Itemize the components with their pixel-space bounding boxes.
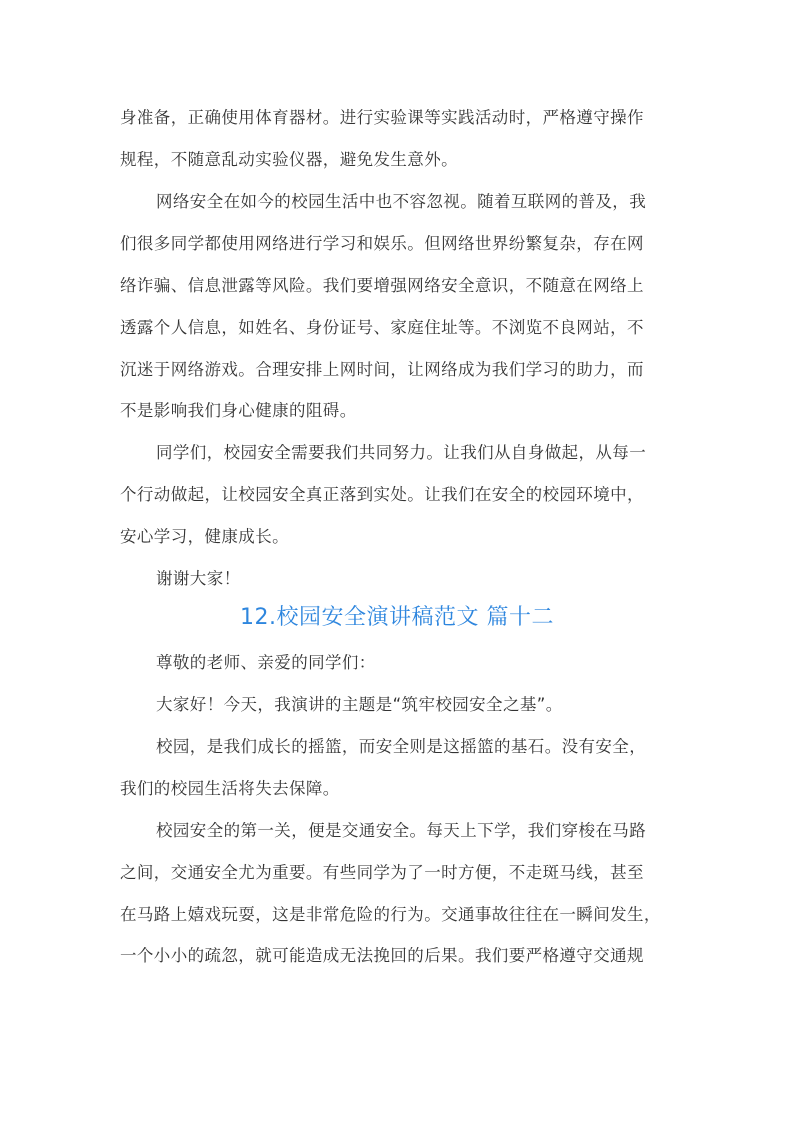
paragraph-line: 同学们，校园安全需要我们共同努力。让我们从自身做起，从每一 — [156, 443, 647, 462]
paragraph-line: 不是影响我们身心健康的阻碍。 — [120, 401, 357, 420]
paragraph-line: 之间，交通安全尤为重要。有些同学为了一时方便，不走斑马线，甚至 — [120, 863, 644, 882]
paragraph-line: 我们的校园生活将失去保障。 — [120, 779, 340, 798]
paragraph-line: 一个小小的疏忽，就可能造成无法挽回的后果。我们要严格遵守交通规 — [120, 946, 644, 965]
paragraph-line: 沉迷于网络游戏。合理安排上网时间，让网络成为我们学习的助力，而 — [120, 360, 644, 379]
paragraph-line: 大家好！今天，我演讲的主题是“筑牢校园安全之基”。 — [156, 695, 563, 714]
salutation-line: 尊敬的老师、亲爱的同学们： — [156, 653, 376, 672]
paragraph-line: 校园，是我们成长的摇篮，而安全则是这摇篮的基石。没有安全， — [156, 737, 647, 756]
paragraph-line: 透露个人信息，如姓名、身份证号、家庭住址等。不浏览不良网站，不 — [120, 318, 644, 337]
paragraph-line: 们很多同学都使用网络进行学习和娱乐。但网络世界纷繁复杂，存在网 — [120, 234, 644, 253]
paragraph-line: 规程，不随意乱动实验仪器，避免发生意外。 — [120, 150, 458, 169]
closing-line: 谢谢大家！ — [156, 569, 241, 588]
paragraph-line: 校园安全的第一关，便是交通安全。每天上下学，我们穿梭在马路 — [156, 821, 647, 840]
paragraph-line: 络诈骗、信息泄露等风险。我们要增强网络安全意识，不随意在网络上 — [120, 276, 644, 295]
paragraph-line: 网络安全在如今的校园生活中也不容忽视。随着互联网的普及，我 — [156, 192, 647, 211]
section-heading: 12.校园安全演讲稿范文 篇十二 — [240, 605, 554, 630]
paragraph-line: 个行动做起，让校园安全真正落到实处。让我们在安全的校园环境中， — [120, 485, 644, 504]
paragraph-line: 在马路上嬉戏玩耍，这是非常危险的行为。交通事故往往在一瞬间发生， — [120, 905, 661, 924]
paragraph-line: 安心学习，健康成长。 — [120, 527, 289, 546]
paragraph-line: 身准备，正确使用体育器材。进行实验课等实践活动时，严格遵守操作 — [120, 108, 644, 127]
